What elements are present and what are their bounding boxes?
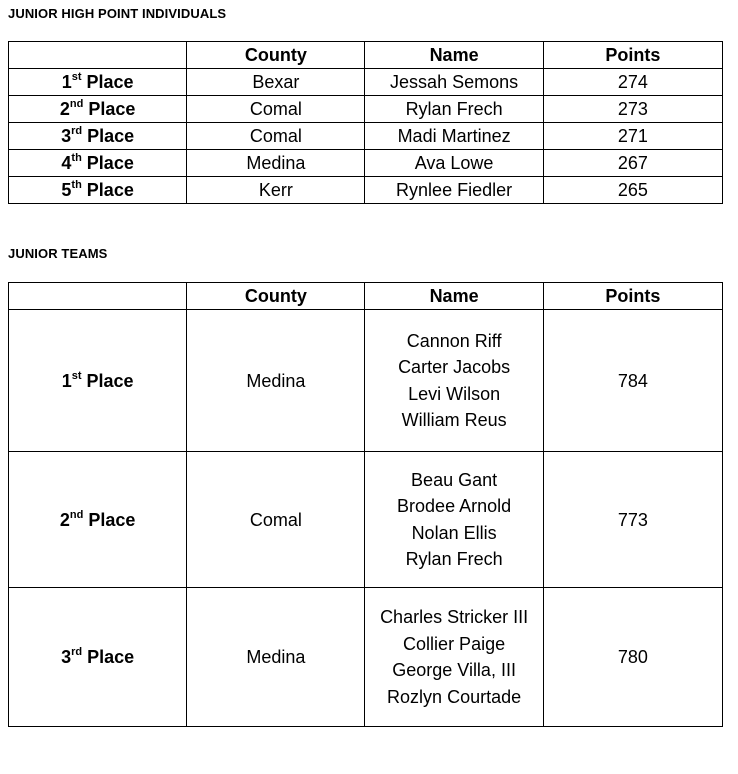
individual-row	[9, 69, 723, 96]
county-cell: Medina	[187, 310, 365, 452]
team-member: Levi Wilson	[408, 383, 501, 404]
county-cell: Medina	[187, 150, 365, 177]
points-cell: 267	[543, 150, 722, 177]
points-cell: 265	[543, 177, 722, 204]
individual-row	[9, 177, 723, 204]
individuals-section-title: JUNIOR HIGH POINT INDIVIDUALS	[8, 6, 227, 21]
team-member: Rozlyn Courtade	[387, 686, 522, 707]
name-cell: Madi Martinez	[365, 123, 543, 150]
county-cell: Comal	[187, 123, 365, 150]
header-place	[9, 283, 187, 310]
points-cell: 273	[543, 96, 722, 123]
name-cell: Jessah Semons	[365, 69, 543, 96]
place-cell: 1st Place	[9, 69, 187, 96]
team-member: Beau Gant	[411, 469, 498, 490]
points-cell: 780	[543, 588, 722, 727]
individuals-header-row	[9, 42, 723, 69]
header-name: Name	[365, 283, 543, 310]
points-cell: 274	[543, 69, 722, 96]
county-cell: Medina	[187, 588, 365, 727]
individuals-table	[8, 41, 723, 204]
team-member: Collier Paige	[403, 633, 506, 654]
name-cell: Rylan Frech	[365, 96, 543, 123]
team-row	[9, 310, 723, 452]
team-members-cell	[365, 452, 543, 588]
individual-row	[9, 150, 723, 177]
place-cell: 3rd Place	[9, 588, 187, 727]
header-county: County	[187, 42, 365, 69]
header-points: Points	[543, 283, 722, 310]
teams-table	[8, 282, 723, 727]
teams-header-row	[9, 283, 723, 310]
team-row	[9, 452, 723, 588]
header-place	[9, 42, 187, 69]
team-members-cell	[365, 310, 543, 452]
points-cell: 784	[543, 310, 722, 452]
team-row	[9, 588, 723, 727]
county-cell: Kerr	[187, 177, 365, 204]
team-member: Carter Jacobs	[398, 357, 511, 377]
place-cell: 2nd Place	[9, 452, 187, 588]
name-cell: Ava Lowe	[365, 150, 543, 177]
team-member: Nolan Ellis	[411, 522, 497, 543]
team-member: George Villa, III	[392, 660, 516, 680]
place-cell: 2nd Place	[9, 96, 187, 123]
place-cell: 3rd Place	[9, 123, 187, 150]
individual-row	[9, 96, 723, 123]
team-member: Brodee Arnold	[397, 496, 512, 516]
name-cell: Rynlee Fiedler	[365, 177, 543, 204]
place-cell: 1st Place	[9, 310, 187, 452]
header-county: County	[187, 283, 365, 310]
header-points: Points	[543, 42, 722, 69]
team-member: Rylan Frech	[405, 549, 503, 569]
teams-section-title: JUNIOR TEAMS	[8, 246, 108, 261]
place-cell: 5th Place	[9, 177, 187, 204]
place-cell: 4th Place	[9, 150, 187, 177]
header-name: Name	[365, 42, 543, 69]
points-cell: 271	[543, 123, 722, 150]
team-member: Charles Stricker III	[380, 607, 529, 627]
county-cell: Bexar	[187, 69, 365, 96]
county-cell: Comal	[187, 96, 365, 123]
team-member: Cannon Riff	[406, 330, 502, 351]
points-cell: 773	[543, 452, 722, 588]
team-members-cell	[365, 588, 543, 727]
team-member: William Reus	[401, 410, 507, 430]
individual-row	[9, 123, 723, 150]
county-cell: Comal	[187, 452, 365, 588]
